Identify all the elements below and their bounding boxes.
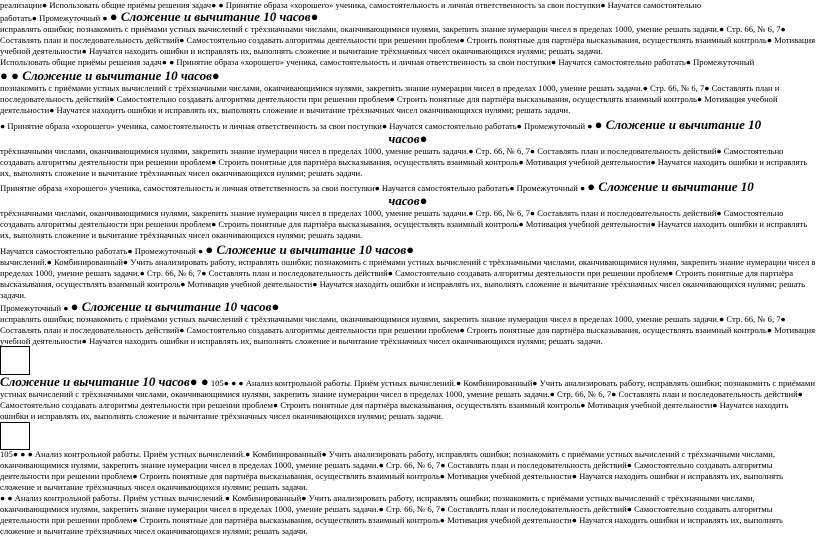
paragraph: 105● ● ● Анализ контрольной работы. Приём устных вычислений.● Комбинированный● Учить анализировать работу, исправлять ошибки; познакомить с приёмами устных вычислений с трёхзначными числами, оканчивающимися нулями, закрепить знание нумерации чисел в пределах 1000, умение решать задачи.● Стр. 66, № 6, 7● Составлять план и последовательность действий● Самостоятельно создавать алгоритмы деятельности при решении проблем● Строить понятные для партнёра высказывания, осуществлять взаимный контроль● Мотивация учебной деятельности● Научатся находить ошибки и исправлять их, выполнять сложение и вычитание трёхзначных чисел оканчивающихся нулями; решать задачи. bbox=[0, 449, 783, 492]
section-heading: ● Сложение и вычитание 10 часов● bbox=[70, 299, 280, 314]
text-block-6 bbox=[0, 301, 816, 347]
text-run: 105● ● ● Анализ контрольной работы. Приём устных вычислений.● Комбинированный● Учить анализировать работу, исправлять ошибки; познакомить с приёмами устных вычислений с трёхзначными числами, оканчивающимися нулями, закрепить знание нумерации чисел в пределах 1000, умение решать задачи.● Стр. 66, № 6, 7● Составлять план и последовательность действий● Самостоятельно создавать алгоритмы деятельности при решении проблем● Строить понятные для партнёра высказывания, осуществлять взаимный контроль● Мотивация учебной деятельности● Научатся находить ошибки и исправлять их, выполнять сложение и вычитание трёхзначных чисел оканчивающихся нулями; решать задачи. bbox=[0, 378, 815, 421]
paragraph: вычислений.● Комбинированный● Учить анализировать работу, исправлять ошибки; познакомить с приёмами устных вычислений с трёхзначными числами, оканчивающимися нулями, закрепить знание нумерации чисел в пределах 1000, умение решать задачи.● Стр. 66, № 6, 7● Составлять план и последовательность действий● Самостоятельно создавать алгоритмы деятельности при решении проблем● Строить понятные для партнёра высказывания, осуществлять взаимный контроль● Мотивация учебной деятельности● Научатся находить ошибки и исправлять их, выполнять сложение и вычитание трёхзначных чисел оканчивающихся нулями; решать задачи. bbox=[0, 257, 816, 300]
section-heading: Сложение и вычитание 10 часов● ● bbox=[0, 374, 209, 389]
paragraph: ● ● Анализ контрольной работы. Приём устных вычислений.● Комбинированный● Учить анализировать работу, исправлять ошибки; познакомить с приёмами устных вычислений с трёхзначными числами, оканчивающимися нулями, закрепить знание нумерации чисел в пределах 1000, умение решать задачи.● Стр. 66, № 6, 7● Составлять план и последовательность действий● Самостоятельно создавать алгоритмы деятельности при решении проблем● Строить понятные для партнёра высказывания, осуществлять взаимный контроль● Мотивация учебной деятельности● Научатся находить ошибки и исправлять их, выполнять сложение и вычитание трёхзначных чисел оканчивающихся нулями; решать задачи. bbox=[0, 493, 783, 536]
text-line bbox=[0, 11, 816, 24]
text-block-7 bbox=[0, 376, 816, 422]
text-block-2 bbox=[0, 70, 816, 116]
section-heading: ● ● Сложение и вычитание 10 часов● bbox=[0, 68, 220, 83]
section-heading: ● Сложение и вычитание 10 часов● bbox=[109, 9, 319, 24]
paragraph: исправлять ошибки; познакомить с приёмами устных вычислений с трёхзначными числами, оканчивающимися нулями, закрепить знание нумерации чисел в пределах 1000, умение решать задачи.● Стр. 66, № 6, 7● Составлять план и последовательность действий● Самостоятельно создавать алгоритмы деятельности при решении проблем● Строить понятные для партнёра высказывания, осуществлять взаимный контроль● Мотивация учебной деятельности● Научатся находить ошибки и исправлять их, выполнять сложение и вычитание трёхзначных чисел оканчивающихся нулями; решать задачи. bbox=[0, 314, 816, 346]
section-heading: ● Сложение и вычитание 10 bbox=[587, 179, 754, 194]
section-heading-cont: часов● bbox=[388, 193, 428, 208]
empty-table-cell bbox=[0, 422, 30, 450]
text-line: реализации● Использовать общие приёмы решения задач● ● Принятие образа «хорошего» ученика, самостоятельность и личная ответственность за свои поступки● Научатся самостоятельно bbox=[0, 0, 702, 10]
text-block-8 bbox=[0, 449, 816, 537]
text-run: Принятие образа «хорошего» ученика, самостоятельность и личная ответственность за свои поступки● Научатся самостоятельно работать● Промежуточный ● bbox=[0, 183, 588, 193]
text-run: ● Принятие образа «хорошего» ученика, самостоятельность и личная ответственность за свои поступки● Научатся самостоятельно работать● Промежуточный ● bbox=[0, 121, 595, 131]
text-block-1 bbox=[0, 0, 816, 68]
paragraph: трёхзначными числами, оканчивающимися нулями, закрепить знание нумерации чисел в пределах 1000, умение решать задачи.● Стр. 66, № 6, 7● Составлять план и последовательность действий● Самостоятельно создавать алгоритмы деятельности при решении проблем● Строить понятные для партнёра высказывания, осуществлять взаимный контроль● Мотивация учебной деятельности● Научатся находить ошибки и исправлять их, выполнять сложение и вычитание трёхзначных чисел оканчивающихся нулями; решать задачи. bbox=[0, 208, 808, 240]
paragraph: исправлять ошибки; познакомить с приёмами устных вычислений с трёхзначными числами, оканчивающимися нулями, закрепить знание нумерации чисел в пределах 1000, умение решать задачи.● Стр. 66, № 6, 7● Составлять план и последовательность действий● Самостоятельно создавать алгоритмы деятельности при решении проблем● Строить понятные для партнёра высказывания, осуществлять взаимный контроль● Мотивация учебной деятельности● Научатся находить ошибки и исправлять их, выполнять сложение и вычитание трёхзначных чисел оканчивающихся нулями; решать задачи. bbox=[0, 24, 816, 56]
section-heading: ● Сложение и вычитание 10 bbox=[594, 117, 762, 132]
text-run: Научатся самостоятельно работать● Промежуточный ● bbox=[0, 246, 206, 256]
text-block-4 bbox=[0, 181, 816, 241]
section-heading: ● Сложение и вычитание 10 часов● bbox=[205, 242, 415, 257]
paragraph: трёхзначными числами, оканчивающимися нулями, закрепить знание нумерации чисел в пределах 1000, умение решать задачи.● Стр. 66, № 6, 7● Составлять план и последовательность действий● Самостоятельно создавать алгоритмы деятельности при решении проблем● Строить понятные для партнёра высказывания, осуществлять взаимный контроль● Мотивация учебной деятельности● Научатся находить ошибки и исправлять их, выполнять сложение и вычитание трёхзначных чисел оканчивающихся нулями; решать задачи. bbox=[0, 146, 808, 178]
text-run: работать● Промежуточный ● bbox=[0, 13, 110, 23]
paragraph: познакомить с приёмами устных вычислений с трёхзначными числами, оканчивающимися нулями, закрепить знание нумерации чисел в пределах 1000, умение решать задачи.● Стр. 66, № 6, 7● Составлять план и последовательность действий● Самостоятельно создавать алгоритмы деятельности при решении проблем● Строить понятные для партнёра высказывания, осуществлять взаимный контроль● Мотивация учебной деятельности● Научатся находить ошибки и исправлять их, выполнять сложение и вычитание трёхзначных чисел оканчивающихся нулями; решать задачи. bbox=[0, 83, 780, 115]
text-block-3 bbox=[0, 119, 816, 179]
text-run: Промежуточный ● bbox=[0, 303, 71, 313]
empty-table-cell bbox=[0, 346, 30, 375]
section-heading-cont: часов● bbox=[388, 131, 428, 146]
text-block-5 bbox=[0, 244, 816, 301]
paragraph: Использовать общие приёмы решения задач● ● Принятие образа «хорошего» ученика, самостоятельность и личная ответственность за свои поступки● Научатся самостоятельно работать● Промежуточный bbox=[0, 57, 755, 67]
